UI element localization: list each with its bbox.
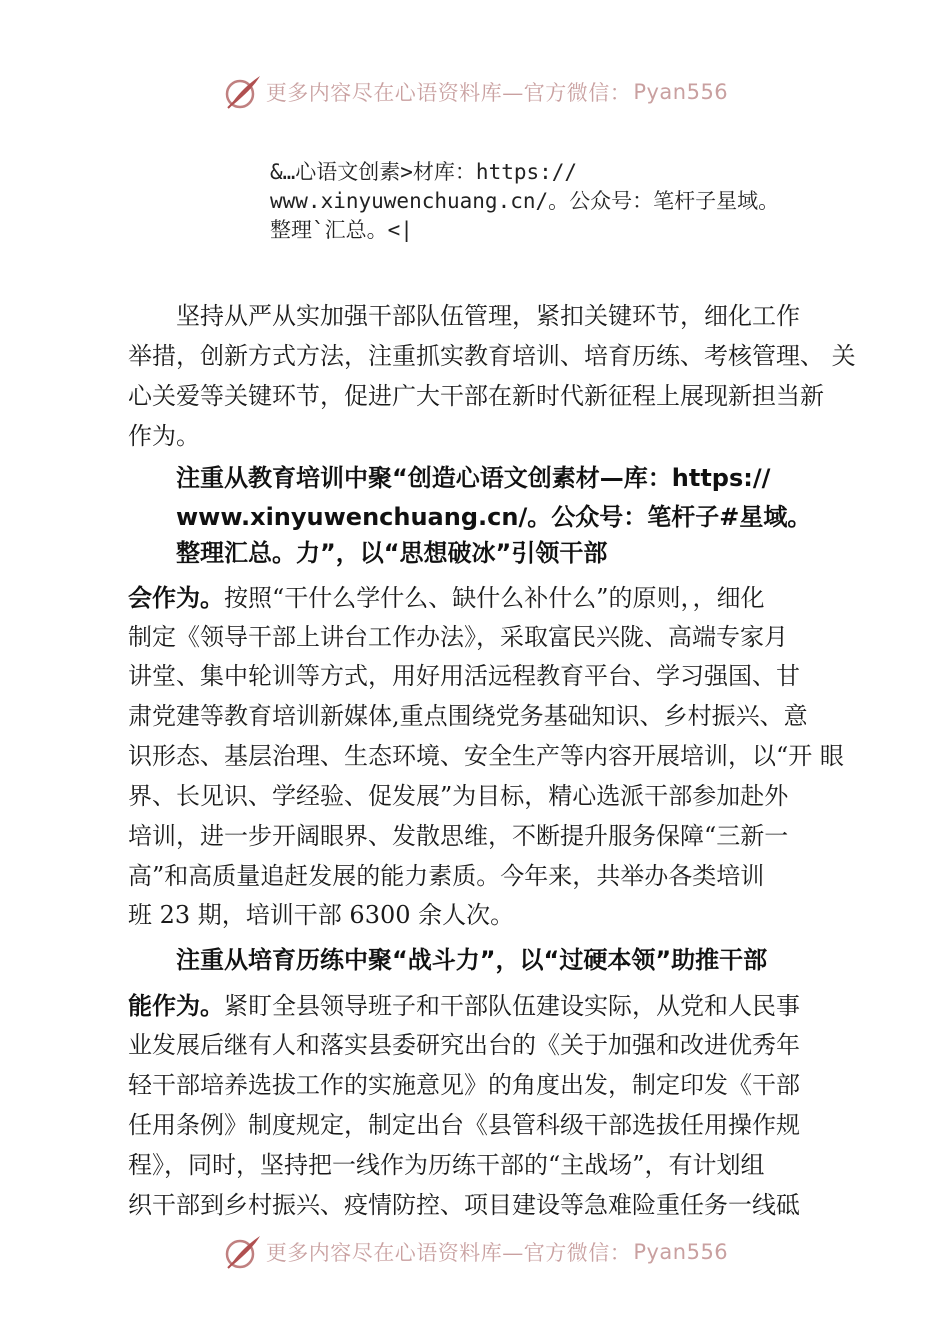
para2-first-line — [128, 578, 765, 618]
pen-feather-logo-icon — [222, 1232, 262, 1272]
pen-feather-logo-icon — [222, 72, 262, 112]
banner-text: 更多内容尽在心语资料库—官方微信： — [265, 81, 632, 105]
para2-line: 讲堂、集中轮训等方式，用好用活远程教育平台、学习强国、甘 — [128, 662, 800, 690]
para2-line: 制定《领导干部上讲台工作办法》，采取富民兴陇、高端专家月 — [128, 623, 788, 651]
section-heading-1: 注重从教育培训中聚“创造心语文创素材—库：https:// — [176, 464, 771, 492]
para2-line: 识形态、基层治理、生态环境、安全生产等内容开展培训，以“开 眼 — [128, 742, 844, 770]
section-heading-1: www.xinyuwenchuang.cn/。公众号：笔杆子#星域。 — [176, 503, 812, 531]
para2-lead: 会作为。 — [128, 584, 224, 612]
para1-line: 坚持从严从实加强干部队伍管理，紧扣关键环节，细化工作 — [176, 302, 800, 330]
para3-first-line — [128, 986, 800, 1026]
para2-line: 班 23 期，培训干部 6300 余人次。 — [128, 901, 515, 929]
banner-wechat-id: Pyan556 — [633, 80, 729, 104]
para1-line: 举措，创新方式方法，注重抓实教育培训、培育历练、考核管理、 关 — [128, 342, 856, 370]
para3-first-rest: 紧盯全县领导班子和干部队伍建设实际，从党和人民事 — [224, 992, 800, 1020]
para1-line: 心关爱等关键环节，促进广大干部在新时代新征程上展现新担当新 — [128, 382, 824, 410]
para3-line: 业发展后继有人和落实县委研究出台的《关于加强和改进优秀年 — [128, 1031, 800, 1059]
note-line: www.xinyuwenchuang.cn/。公众号：笔杆子星域。 — [270, 189, 780, 213]
para2-line: 界、长见识、学经验、促发展”为目标，精心选派干部参加赴外 — [128, 782, 789, 810]
note-line: 整理`汇总。<| — [270, 218, 413, 242]
banner-wechat-id: Pyan556 — [633, 1240, 729, 1264]
para1-line: 作为。 — [128, 422, 200, 450]
section-heading-1: 整理汇总。力”，以“思想破冰”引领干部 — [176, 539, 608, 567]
para2-line: 肃党建等教育培训新媒体,重点围绕党务基础知识、乡村振兴、意 — [128, 702, 808, 730]
para2-first-rest: 按照“干什么学什么、缺什么补什么”的原则，，细化 — [224, 584, 765, 612]
header-banner — [0, 72, 950, 112]
section-heading-2: 注重从培育历练中聚“战斗力”，以“过硬本领”助推干部 — [176, 946, 768, 974]
para2-line: 培训，进一步开阔眼界、发散思维，不断提升服务保障“三新一 — [128, 822, 789, 850]
footer-banner — [0, 1232, 950, 1272]
para3-line: 轻干部培养选拔工作的实施意见》的角度出发，制定印发《干部 — [128, 1071, 800, 1099]
para3-line: 任用条例》制度规定，制定出台《县管科级干部选拔任用操作规 — [128, 1111, 800, 1139]
note-line: &…心语文创素>材库：https:// — [270, 160, 578, 184]
banner-text: 更多内容尽在心语资料库—官方微信： — [265, 1241, 632, 1265]
para3-line: 程》，同时，坚持把一线作为历练干部的“主战场”，有计划组 — [128, 1151, 765, 1179]
source-note — [270, 158, 870, 245]
para3-lead: 能作为。 — [128, 992, 224, 1020]
para2-line: 高”和高质量追赶发展的能力素质。今年来，共举办各类培训 — [128, 862, 765, 890]
para3-line: 织干部到乡村振兴、疫情防控、项目建设等急难险重任务一线砥 — [128, 1191, 800, 1219]
